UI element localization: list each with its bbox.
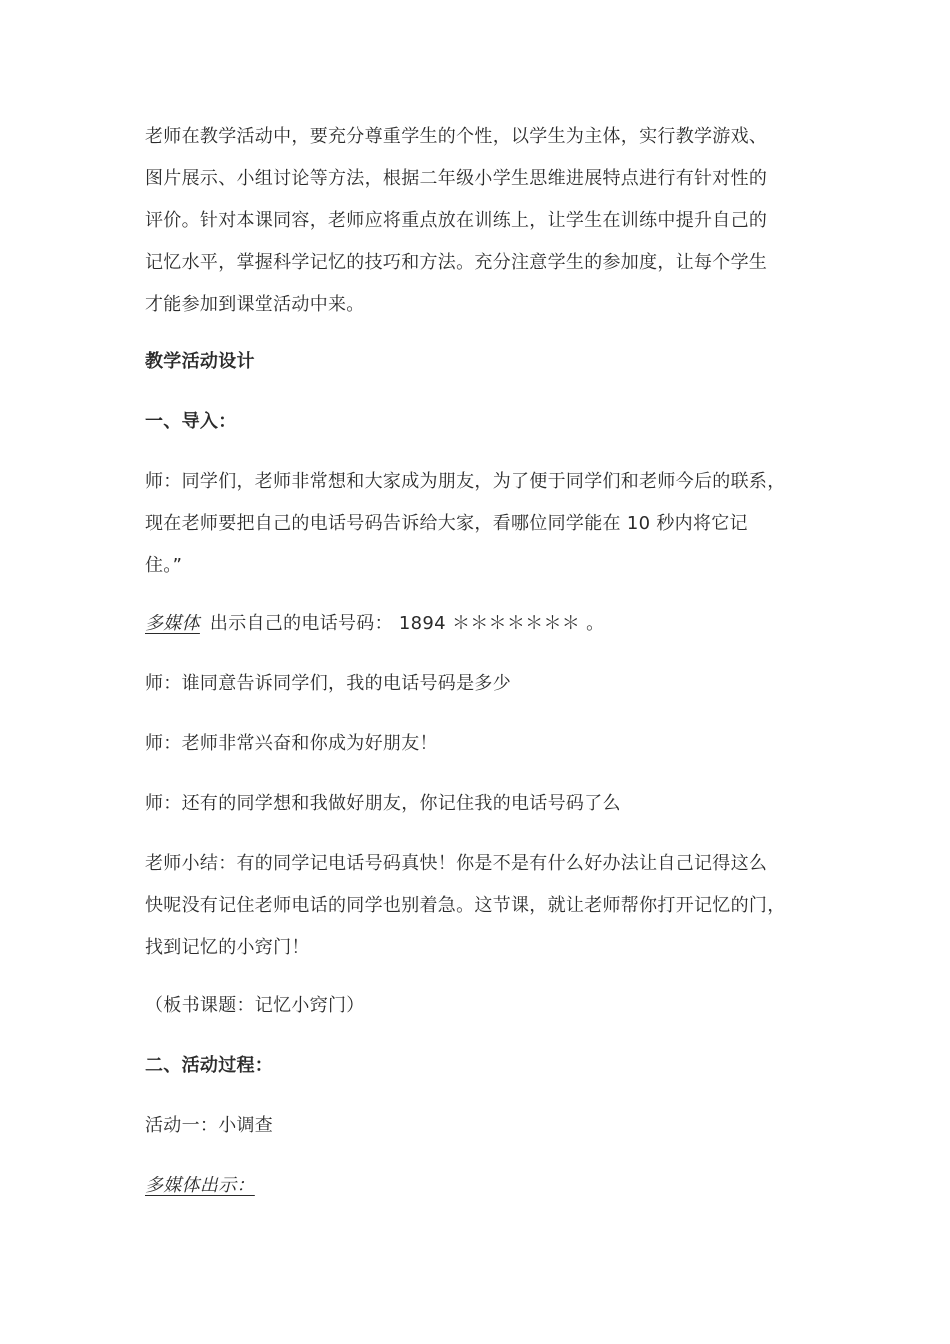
summary-paragraph: [145, 843, 825, 969]
summary-line: 找到记忆的小窍门！: [145, 937, 310, 958]
intro-line: 图片展示、小组讨论等方法，根据二年级小学生思维进展特点进行有针对性的: [145, 168, 768, 189]
design-heading: 教学活动设计: [145, 351, 255, 372]
board-title: （板书课题：记忆小窍门）: [145, 995, 365, 1016]
section1-heading: 一、导入：: [145, 411, 237, 432]
intro-line: 评价。针对本课同容，老师应将重点放在训练上，让学生在训练中提升自己的: [145, 210, 768, 231]
teacher-intro-line: 住。”: [145, 555, 183, 576]
teacher-question-3: 师：还有的同学想和我做好朋友，你记住我的电话号码了么: [145, 793, 621, 814]
teacher-intro-line: 师：同学们，老师非常想和大家成为朋友，为了便于同学们和老师今后的联系，: [145, 471, 786, 492]
intro-paragraph: [145, 116, 825, 326]
multimedia-show-line: [145, 1165, 825, 1207]
teacher-intro-line: 现在老师要把自己的电话号码告诉给大家，看哪位同学能在 10 秒内将它记: [145, 513, 748, 534]
multimedia-text: 出示自己的电话号码： 1894 ＊＊＊＊＊＊＊ 。: [209, 613, 605, 634]
activity1-label: 活动一：小调查: [145, 1115, 274, 1136]
multimedia-phone-line: [145, 603, 825, 645]
teacher-question-1: 师：谁同意告诉同学们，我的电话号码是多少: [145, 673, 511, 694]
multimedia-show-label: 多媒体出示：: [145, 1175, 255, 1196]
intro-line: 记忆水平，掌握科学记忆的技巧和方法。充分注意学生的参加度，让每个学生: [145, 252, 768, 273]
section2-heading: 二、活动过程：: [145, 1055, 274, 1076]
intro-line: 老师在教学活动中，要充分尊重学生的个性，以学生为主体，实行教学游戏、: [145, 126, 768, 147]
summary-line: 快呢没有记住老师电话的同学也别着急。这节课，就让老师帮你打开记忆的门，: [145, 895, 786, 916]
intro-line: 才能参加到课堂活动中来。: [145, 294, 365, 315]
multimedia-label: 多媒体: [145, 613, 200, 634]
summary-line: 老师小结：有的同学记电话号码真快！你是不是有什么好办法让自己记得这么: [145, 853, 768, 874]
teacher-question-2: 师：老师非常兴奋和你成为好朋友！: [145, 733, 438, 754]
teacher-intro-paragraph: [145, 461, 825, 587]
